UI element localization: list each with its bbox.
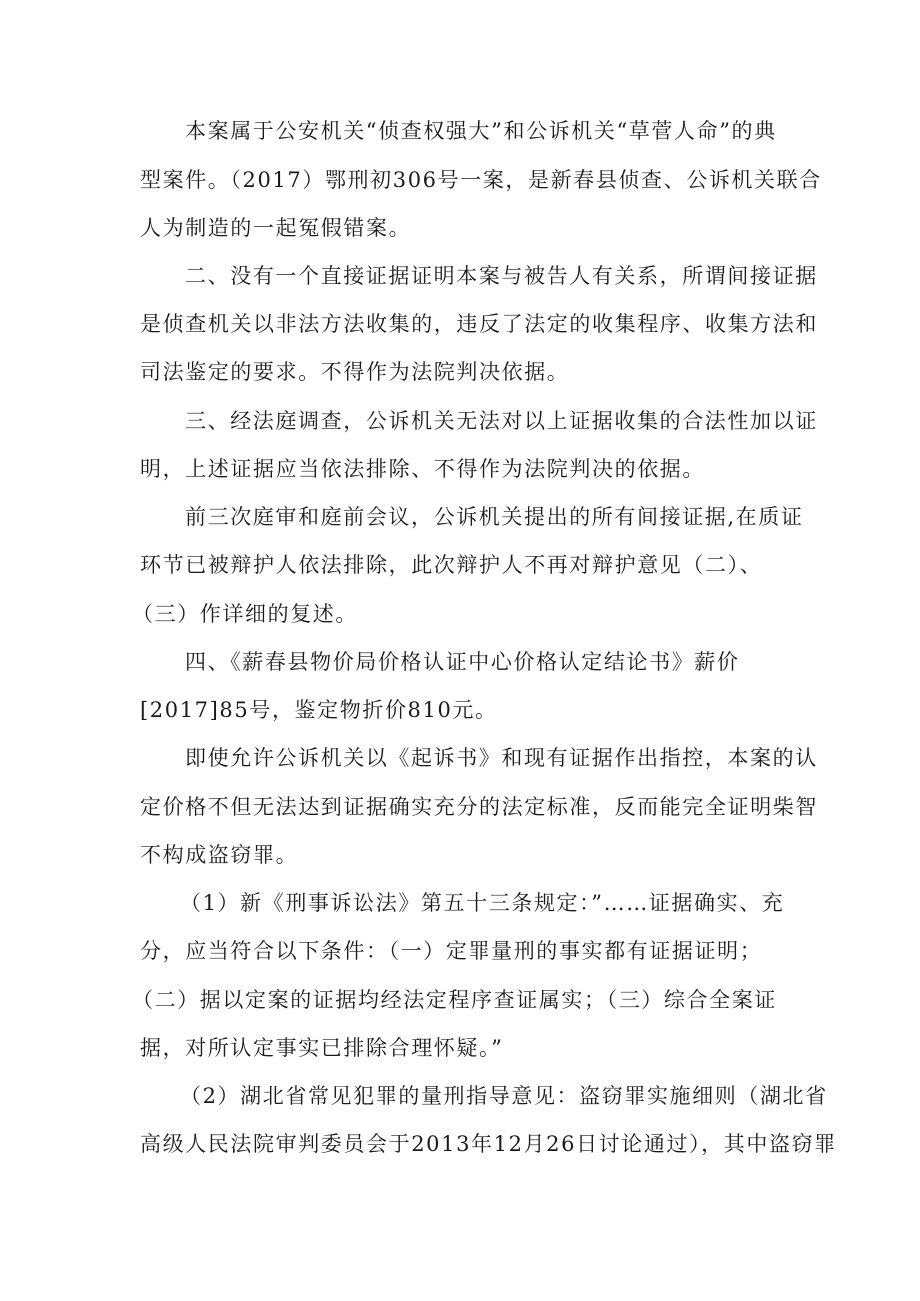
paragraph-line: 即使允许公诉机关以《起诉书》和现有证据作出指控，本案的认	[185, 746, 818, 770]
paragraph-line: 三、经法庭调查，公诉机关无法对以上证据收集的合法性加以证	[185, 409, 818, 433]
paragraph-line: （三）作详细的复述。	[132, 602, 358, 626]
paragraph-line: （1）新《刑事诉讼法》第五十三条规定：”……证据确实、充	[180, 891, 785, 915]
paragraph-line: 高级人民法院审判委员会于2013年12月26日讨论通过），其中盗窃罪	[140, 1132, 837, 1156]
paragraph-line: 定价格不但无法达到证据确实充分的法定标准，反而能完全证明柴智	[140, 795, 818, 819]
paragraph-line: 不构成盗窃罪。	[140, 843, 299, 867]
paragraph-line: 司法鉴定的要求。不得作为法院判决依据。	[140, 360, 570, 384]
paragraph-line: （2）湖北省常见犯罪的量刑指导意见：盗窃罪实施细则（湖北省	[180, 1084, 828, 1108]
paragraph-line: 明，上述证据应当依法排除、不得作为法院判决的依据。	[140, 457, 705, 481]
paragraph-line: 环节已被辩护人依法排除，此次辩护人不再对辩护意见（二）、	[140, 553, 763, 577]
paragraph-line: 分，应当符合以下条件：（一）定罪量刑的事实都有证据证明；	[140, 939, 763, 963]
paragraph-line: （二）据以定案的证据均经法定程序查证属实；（三）综合全案证	[132, 988, 777, 1012]
paragraph-line: 型案件。（2017）鄂刑初306号一案，是新春县侦查、公诉机关联合	[140, 168, 822, 192]
paragraph-line: 本案属于公安机关“侦查权强大”和公诉机关“草菅人命”的典	[185, 119, 777, 143]
paragraph-line: 人为制造的一起冤假错案。	[140, 216, 412, 240]
paragraph-line: 二、没有一个直接证据证明本案与被告人有关系，所谓间接证据	[185, 264, 818, 288]
paragraph-line: 是侦查机关以非法方法收集的，违反了法定的收集程序、收集方法和	[140, 312, 818, 336]
paragraph-line: [2017]85号，鉴定物折价810元。	[140, 698, 498, 722]
paragraph-line: 据，对所认定事实已排除合理怀疑。”	[140, 1036, 504, 1060]
paragraph-line: 前三次庭审和庭前会议，公诉机关提出的所有间接证据,在质证	[185, 505, 804, 529]
paragraph-line: 四、《薪春县物价局价格认证中心价格认定结论书》薪价	[185, 650, 740, 674]
